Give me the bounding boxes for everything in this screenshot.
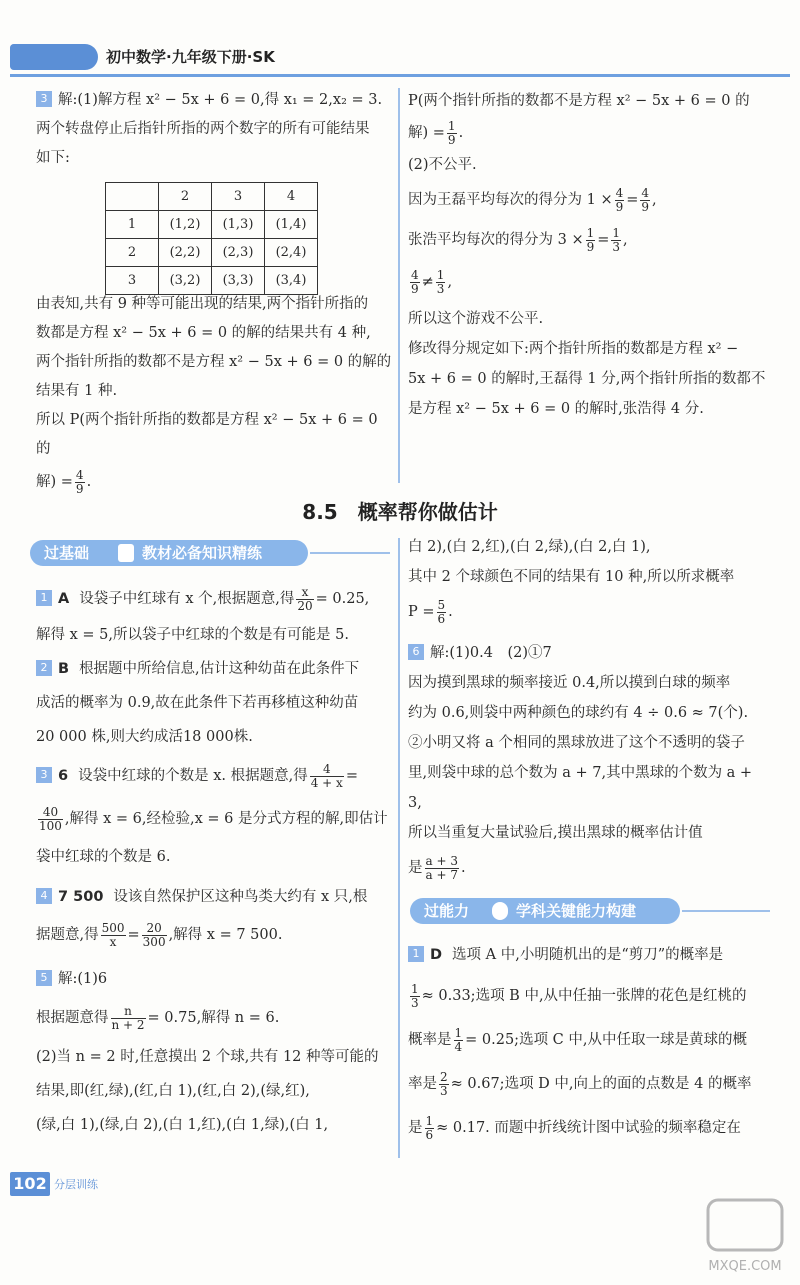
header-tab	[10, 44, 98, 70]
q1-line1: 1 A 设袋子中红球有 x 个,根据题意,得 $\frac{x}{20}$ = 0.25,	[36, 580, 392, 618]
fraction: $\frac{1}{3}$	[612, 225, 621, 254]
book-icon	[118, 544, 134, 562]
banner-line	[682, 910, 770, 912]
q4-line2: 据题意,得 $\frac{500}{x}$ = $\frac{20}{300}$ ,解得 x = 7 500.	[36, 920, 283, 949]
text-line: 5x + 6 = 0 的解时,王磊得 1 分,两个指针所指的数都不	[408, 371, 766, 387]
fraction: $\frac{4}{9}$	[615, 185, 624, 214]
text-line: 其中 2 个球颜色不同的结果有 10 种,所以所求概率	[408, 569, 735, 585]
watermark-frame	[708, 1200, 782, 1250]
q2-line2: 成活的概率为 0.9,故在此条件下若再移植这种幼苗	[36, 695, 359, 711]
answer: B	[58, 661, 70, 677]
text-line: 数都是方程 x² − 5x + 6 = 0 的解的结果共有 4 种,	[36, 325, 371, 341]
banner-basic	[30, 540, 308, 566]
page-number: 102	[10, 1172, 50, 1196]
fraction: $\frac{2}{3}$	[440, 1069, 448, 1098]
banner-label: 过能力	[424, 902, 470, 920]
fraction: $\frac{20}{300}$	[142, 920, 166, 949]
text-line: 因为王磊平均每次的得分为 1 × $\frac{4}{9}$ = $\frac{4}{9}$ ,	[408, 185, 657, 214]
q5-line2: 根据题意得 $\frac{n}{n + 2}$ = 0.75,解得 n = 6.	[36, 1003, 280, 1032]
header-divider	[10, 74, 790, 77]
q4-line1: 4 7 500 设该自然保护区这种鸟类大约有 x 只,根	[36, 880, 392, 914]
fraction: $\frac{n}{n + 2}$	[111, 1003, 145, 1032]
top-right-column	[408, 86, 768, 424]
text-line: 由表知,共有 9 种等可能出现的结果,两个指针所指的	[36, 296, 369, 312]
fraction: $\frac{4}{9}$	[75, 467, 84, 496]
question-number: 6	[408, 644, 424, 660]
q3-line3: 如下:	[36, 150, 70, 166]
d1-line2: $\frac{1}{3}$ ≈ 0.33;选项 B 中,从中任抽一张牌的花色是红桃的	[411, 981, 747, 1010]
q3-line2: $\frac{40}{100}$ ,解得 x = 6,经检验,x = 6 是分式方程的解,即估计	[39, 804, 388, 833]
text-line: 所以当重复大量试验后,摸出黑球的概率估计值	[408, 825, 703, 841]
fraction: $\frac{1}{9}$	[447, 118, 456, 147]
table-cell: 4	[265, 183, 318, 211]
target-icon	[492, 902, 508, 920]
bottom-right-column	[408, 532, 770, 888]
text-line: 是 $\frac{a + 3}{a + 7}$ .	[408, 853, 466, 882]
fraction: $\frac{4}{9}$	[411, 267, 419, 296]
q2-line3: 20 000 株,则大约成活18 000株.	[36, 729, 253, 745]
text-line: P(两个指针所指的数都不是方程 x² − 5x + 6 = 0 的	[408, 93, 750, 109]
table-cell: (2,2)	[159, 239, 212, 267]
table-cell: 2	[106, 239, 159, 267]
text-line: 张浩平均每次的得分为 3 × $\frac{1}{9}$ = $\frac{1}{3}$ ,	[408, 225, 628, 254]
question-number: 5	[36, 970, 52, 986]
fraction: $\frac{5}{6}$	[437, 597, 446, 626]
text-line: $\frac{4}{9}$ ≠ $\frac{1}{3}$ ,	[411, 267, 453, 296]
table-cell: (3,4)	[265, 267, 318, 295]
text-line: 解) = $\frac{1}{9}$ .	[408, 118, 464, 147]
footer-label: 分层训练	[54, 1178, 98, 1191]
top-left-column	[36, 86, 392, 173]
answer: 7 500	[58, 889, 104, 905]
d1-line1: 1 D 选项 A 中,小明随机出的是“剪刀”的概率是	[408, 936, 770, 974]
bottom-right-ability	[408, 936, 770, 1150]
section-title: 8.5 概率帮你做估计	[302, 500, 498, 524]
table-cell: (3,2)	[159, 267, 212, 295]
q5-line1: 5 解:(1)6	[36, 962, 392, 996]
q5-line4: 结果,即(红,绿),(红,白 1),(红,白 2),(绿,红),	[36, 1083, 310, 1099]
page-footer	[0, 1172, 800, 1202]
text-line: 所以这个游戏不公平.	[408, 311, 544, 327]
table-cell: 2	[159, 183, 212, 211]
q5-line5: (绿,白 1),(绿,白 2),(白 1,红),(白 1,绿),(白 1,	[36, 1117, 329, 1133]
bottom-left-column	[36, 580, 392, 1142]
q2-line1: 2 B 根据题中所给信息,估计这种幼苗在此条件下	[36, 652, 392, 686]
answer: D	[430, 947, 443, 963]
fraction: $\frac{x}{20}$	[297, 584, 313, 613]
q1-line2: 解得 x = 5,所以袋子中红球的个数是有可能是 5.	[36, 627, 349, 643]
column-divider-top	[398, 88, 400, 483]
banner-label: 过基础	[44, 544, 90, 562]
d1-line3: 概率是 $\frac{1}{4}$ = 0.25;选项 C 中,从中任取一球是黄球的概	[408, 1025, 747, 1054]
answer: 6	[58, 768, 69, 784]
text-line: 因为摸到黑球的频率接近 0.4,所以摸到白球的频率	[408, 675, 731, 691]
question-number: 3	[36, 767, 52, 783]
page-header	[0, 0, 800, 78]
outcome-table	[105, 182, 318, 295]
d1-line5: 是 $\frac{1}{6}$ ≈ 0.17. 而题中折线统计图中试验的频率稳定在	[408, 1113, 741, 1142]
table-cell: (1,3)	[212, 211, 265, 239]
text-line: 白 2),(白 2,红),(白 2,绿),(白 2,白 1),	[408, 539, 651, 555]
question-number: 4	[36, 888, 52, 904]
text-line: 约为 0.6,则袋中两种颜色的球约有 4 ÷ 0.6 ≈ 7(个).	[408, 705, 749, 721]
answer: A	[58, 591, 70, 607]
question-number: 1	[408, 946, 424, 962]
fraction: $\frac{1}{4}$	[454, 1025, 463, 1054]
text-line: ②小明又将 a 个相同的黑球放进了这个不透明的袋子	[408, 735, 745, 751]
text-line: (2)不公平.	[408, 157, 477, 173]
text-line: 修改得分规定如下:两个指针所指的数都是方程 x² −	[408, 341, 739, 357]
fraction: $\frac{1}{3}$	[411, 981, 419, 1010]
q3-line2: 两个转盘停止后指针所指的两个数字的所有可能结果	[36, 121, 370, 137]
fraction: $\frac{1}{9}$	[586, 225, 595, 254]
fraction: $\frac{4}{4 + x}$	[310, 761, 343, 790]
table-cell: 3	[106, 267, 159, 295]
q5-line3: (2)当 n = 2 时,任意摸出 2 个球,共有 12 种等可能的	[36, 1049, 379, 1065]
text-line: 结果有 1 种.	[36, 383, 118, 399]
banner-sub: 教材必备知识精练	[142, 544, 263, 562]
table-row	[106, 239, 318, 267]
table-cell: 1	[106, 211, 159, 239]
question-number: 2	[36, 660, 52, 676]
banner-sub: 学科关键能力构建	[516, 902, 637, 920]
fraction: $\frac{a + 3}{a + 7}$	[425, 853, 458, 882]
banner-line	[310, 552, 390, 554]
table-cell: (1,4)	[265, 211, 318, 239]
question-number: 1	[36, 590, 52, 606]
table-cell: (1,2)	[159, 211, 212, 239]
table-row	[106, 183, 318, 211]
table-cell: (2,4)	[265, 239, 318, 267]
text-line: P = $\frac{5}{6}$ .	[408, 597, 453, 626]
q3-line3: 袋中红球的个数是 6.	[36, 849, 171, 865]
fraction: $\frac{40}{100}$	[39, 804, 62, 833]
q3-line1: 3 6 设袋中红球的个数是 x. 根据题意,得 $\frac{4}{4 + x}$ =	[36, 754, 392, 798]
watermark-logo	[700, 1196, 790, 1278]
table-cell: (3,3)	[212, 267, 265, 295]
text-line: 里,则袋中球的总个数为 a + 7,其中黑球的个数为 a + 3,	[408, 765, 753, 811]
text-line: 所以 P(两个指针所指的数都是方程 x² − 5x + 6 = 0 的	[36, 412, 378, 457]
table-row	[106, 211, 318, 239]
fraction: $\frac{4}{9}$	[641, 185, 650, 214]
column-divider-bottom	[398, 538, 400, 1158]
d1-line4: 率是 $\frac{2}{3}$ ≈ 0.67;选项 D 中,向上的面的点数是 4 的概率	[408, 1069, 752, 1098]
top-left-column-cont	[36, 290, 392, 500]
fraction: $\frac{500}{x}$	[101, 920, 125, 949]
table-cell: (2,3)	[212, 239, 265, 267]
text-line: 是方程 x² − 5x + 6 = 0 的解时,张浩得 4 分.	[408, 401, 704, 417]
table-cell: 3	[212, 183, 265, 211]
fraction: $\frac{1}{6}$	[425, 1113, 434, 1142]
banner-ability	[410, 898, 680, 924]
fraction: $\frac{1}{3}$	[436, 267, 445, 296]
table-cell	[106, 183, 159, 211]
watermark-site: MXQE.COM	[708, 1259, 782, 1274]
text-line: 解) = $\frac{4}{9}$ .	[36, 467, 92, 496]
q6-line1: 6 解:(1)0.4 (2)①7	[408, 638, 770, 668]
q3-line1: 3 解:(1)解方程 x² − 5x + 6 = 0,得 x₁ = 2,x₂ = 3.	[36, 86, 392, 115]
question-number: 3	[36, 91, 52, 107]
text-line: 两个指针所指的数都不是方程 x² − 5x + 6 = 0 的解的	[36, 354, 392, 370]
page-title: 初中数学·九年级下册·SK	[106, 48, 275, 66]
